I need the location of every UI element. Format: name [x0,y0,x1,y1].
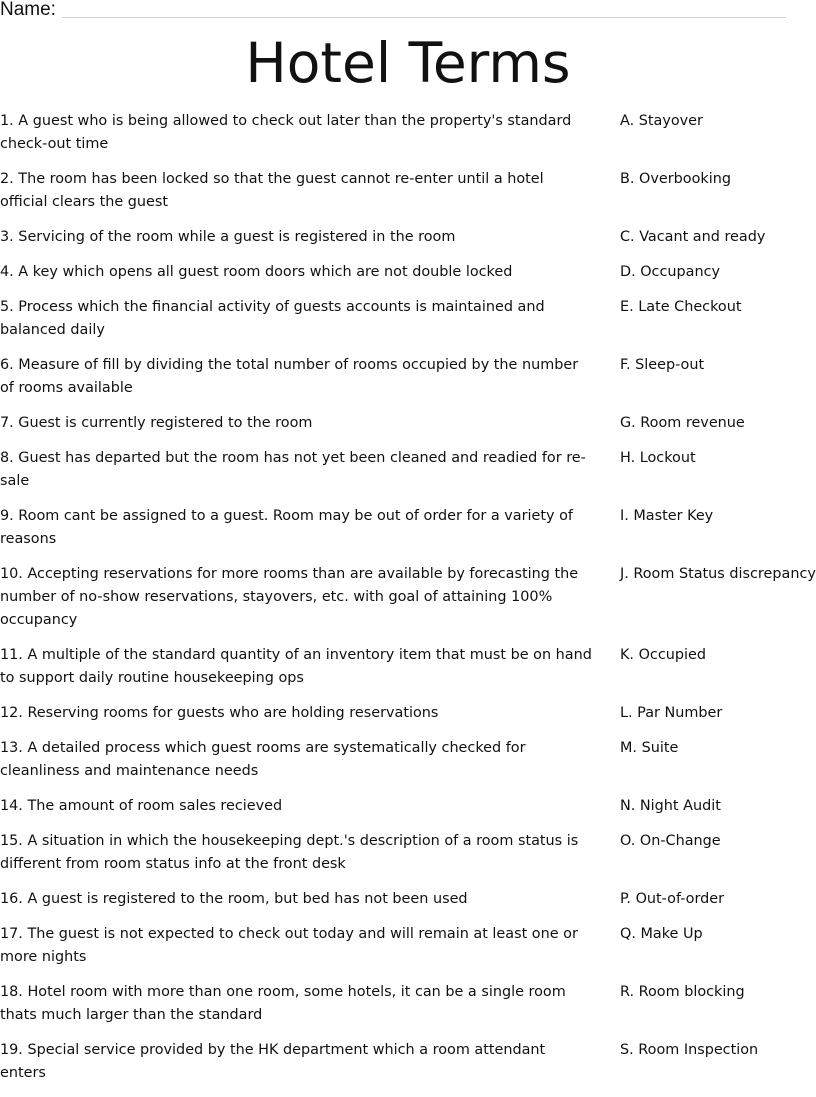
answer-option: A. Stayover [620,113,703,129]
matching-row [0,1039,816,1085]
answer-option: B. Overbooking [620,171,731,187]
name-row [0,0,816,24]
answer-option: S. Room Inspection [620,1042,759,1058]
matching-row [0,168,816,214]
clue-text: 17. The guest is not expected to check out today and will remain at least one or more nights [0,926,578,965]
clue-text: 19. Special service provided by the HK department which a room attendant enters [0,1042,546,1081]
matching-row [0,830,816,876]
answer-option: L. Par Number [620,705,723,721]
clue-text: 18. Hotel room with more than one room, some hotels, it can be a single room thats much larger than the standard [0,984,566,1023]
matching-row [0,354,816,400]
clue-text: 5. Process which the financial activity of guests accounts is maintained and balanced daily [0,299,545,338]
answer-option: I. Master Key [620,508,714,524]
answer-option: K. Occupied [620,647,706,663]
answer-option: E. Late Checkout [620,299,742,315]
matching-row [0,644,816,690]
clue-text: 4. A key which opens all guest room doors which are not double locked [0,264,513,280]
matching-row [0,226,816,249]
matching-list [0,110,816,1097]
matching-row [0,702,816,725]
clue-text: 2. The room has been locked so that the guest cannot re-enter until a hotel official clears the guest [0,171,544,210]
answer-option: D. Occupancy [620,264,721,280]
clue-text: 14. The amount of room sales recieved [0,798,283,814]
matching-row [0,261,816,284]
answer-option: R. Room blocking [620,984,745,1000]
answer-option: Q. Make Up [620,926,703,942]
name-blank-line[interactable] [62,17,786,18]
answer-option: H. Lockout [620,450,696,466]
clue-text: 10. Accepting reservations for more rooms than are available by forecasting the number of no-show reservations, stayovers, etc. with goal of attaining 100% occupancy [0,566,579,628]
matching-row [0,412,816,435]
answer-option: O. On-Change [620,833,721,849]
clue-text: 15. A situation in which the housekeeping dept.'s description of a room status is different from room status info at the front desk [0,833,579,872]
matching-row [0,923,816,969]
matching-row [0,447,816,493]
answer-option: G. Room revenue [620,415,745,431]
matching-row [0,981,816,1027]
clue-text: 11. A multiple of the standard quantity of an inventory item that must be on hand to support daily routine housekeeping ops [0,647,592,686]
matching-row [0,505,816,551]
answer-option: P. Out-of-order [620,891,725,907]
clue-text: 3. Servicing of the room while a guest is registered in the room [0,229,456,245]
answer-option: N. Night Audit [620,798,721,814]
answer-option: M. Suite [620,740,679,756]
clue-text: 8. Guest has departed but the room has not yet been cleaned and readied for re-sale [0,450,586,489]
name-label: Name: [0,0,56,20]
matching-row [0,737,816,783]
clue-text: 13. A detailed process which guest rooms are systematically checked for cleanliness and maintenance needs [0,740,526,779]
answer-option: F. Sleep-out [620,357,705,373]
matching-row [0,296,816,342]
matching-row [0,563,816,632]
answer-option: J. Room Status discrepancy [620,566,816,582]
answer-option: C. Vacant and ready [620,229,766,245]
matching-row [0,888,816,911]
clue-text: 9. Room cant be assigned to a guest. Room may be out of order for a variety of reasons [0,508,573,547]
matching-row [0,110,816,156]
clue-text: 12. Reserving rooms for guests who are holding reservations [0,705,439,721]
clue-text: 1. A guest who is being allowed to check out later than the property's standard check-out time [0,113,572,152]
clue-text: 16. A guest is registered to the room, but bed has not been used [0,891,468,907]
matching-row [0,795,816,818]
clue-text: 7. Guest is currently registered to the room [0,415,313,431]
clue-text: 6. Measure of fill by dividing the total number of rooms occupied by the number of rooms available [0,357,579,396]
page-title: Hotel Terms [245,31,571,95]
